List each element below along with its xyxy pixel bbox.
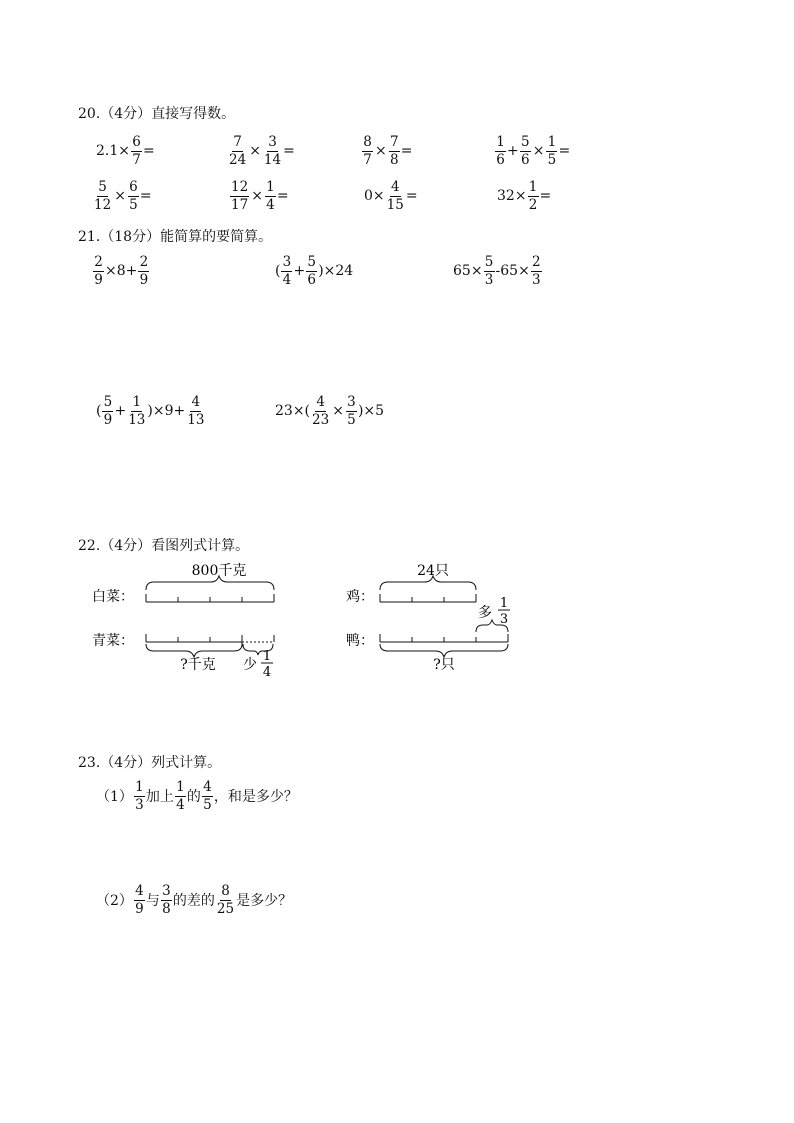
fraction: $\frac{5}{6}$ bbox=[307, 254, 316, 288]
fraction: $\frac{4}{15}$ bbox=[386, 179, 404, 213]
cabbage-label: 白菜： bbox=[92, 589, 134, 605]
fraction: $\frac{1}{6}$ bbox=[496, 134, 505, 168]
cabbage-total-label: 800千克 bbox=[191, 563, 247, 579]
fraction: $\frac{1}{5}$ bbox=[547, 134, 557, 168]
fraction: $\frac{2}{3}$ bbox=[532, 254, 541, 288]
fraction: $\frac{8}{7}$ bbox=[363, 134, 372, 168]
q21-title: 21.（18分）能简算的要简算。 bbox=[78, 229, 273, 245]
q20-item-8: 32× $\frac{1}{2}$ = bbox=[497, 179, 552, 213]
fraction: $\frac{3}{8}$ bbox=[162, 883, 171, 917]
q20-item-7: 0× $\frac{4}{15}$ = bbox=[364, 179, 418, 213]
fraction: $\frac{6}{5}$ bbox=[129, 179, 138, 213]
fraction: $\frac{1}{2}$ bbox=[528, 179, 538, 213]
q21-expr-5: 23×( $\frac{4}{23}$ × $\frac{3}{5}$ )×5 bbox=[275, 394, 385, 428]
q21-expr-4: ( $\frac{5}{9}$ + $\frac{1}{13}$ )×9+ $\frac{4}{13}$ bbox=[96, 394, 205, 428]
q20-item-3: $\frac{8}{7}$ × $\frac{7}{8}$ = bbox=[363, 134, 413, 168]
less-fraction-numerator: 1 bbox=[262, 649, 272, 664]
q21-expr-3: 65× $\frac{5}{3}$ -65× $\frac{2}{3}$ bbox=[453, 254, 541, 288]
q20-item-6: $\frac{12}{17}$ × $\frac{1}{4}$ = bbox=[231, 179, 289, 213]
fraction: $\frac{1}{4}$ bbox=[176, 779, 185, 813]
less-text: 少 bbox=[243, 657, 257, 673]
more-fraction-numerator: 1 bbox=[499, 596, 509, 611]
chicken-label: 鸡： bbox=[346, 589, 374, 605]
q21-expr-1: $\frac{2}{9}$ ×8+ $\frac{2}{9}$ bbox=[94, 254, 149, 288]
duck-unknown-label: ?只 bbox=[433, 657, 455, 673]
fraction: $\frac{3}{4}$ bbox=[282, 254, 292, 288]
fraction: $\frac{1}{4}$ bbox=[266, 179, 275, 213]
q23-part-2: （2） $\frac{4}{9}$ 与 $\frac{3}{8}$ 的差的 $\frac{8}{25}$ 是多少？ bbox=[96, 883, 293, 917]
fraction: $\frac{4}{5}$ bbox=[203, 779, 212, 813]
fraction: $\frac{8}{25}$ bbox=[216, 883, 235, 917]
fraction: $\frac{3}{14}$ bbox=[263, 134, 282, 168]
fraction: $\frac{1}{13}$ bbox=[128, 394, 146, 428]
q20-item-4: $\frac{1}{6}$ + $\frac{5}{6}$ × $\frac{1}{5}$ = bbox=[496, 134, 571, 168]
duck-unknown-brace bbox=[380, 644, 508, 657]
greens-label: 青菜： bbox=[92, 633, 134, 649]
q20-item-1: 2.1× $\frac{6}{7}$ = bbox=[96, 134, 155, 168]
fraction: $\frac{7}{8}$ bbox=[389, 134, 399, 168]
segment-diagram bbox=[80, 555, 540, 685]
q22-title: 22.（4分）看图列式计算。 bbox=[78, 538, 250, 554]
fraction: $\frac{4}{23}$ bbox=[312, 394, 330, 428]
fraction: $\frac{12}{17}$ bbox=[231, 179, 249, 213]
more-fraction-denominator: 3 bbox=[499, 612, 509, 627]
fraction: $\frac{2}{9}$ bbox=[139, 254, 149, 288]
less-fraction-denominator: 4 bbox=[262, 665, 272, 680]
fraction: $\frac{2}{9}$ bbox=[94, 254, 103, 288]
q23-title: 23.（4分）列式计算。 bbox=[78, 755, 222, 771]
fraction: $\frac{6}{7}$ bbox=[132, 134, 141, 168]
fraction: $\frac{5}{3}$ bbox=[484, 254, 494, 288]
fraction: $\frac{7}{24}$ bbox=[229, 134, 247, 168]
fraction: $\frac{5}{6}$ bbox=[520, 134, 530, 168]
fraction: $\frac{1}{3}$ bbox=[135, 779, 144, 813]
q20-item-5: $\frac{5}{12}$ × $\frac{6}{5}$ = bbox=[94, 179, 152, 213]
greens-unknown-brace bbox=[146, 644, 242, 657]
fraction: $\frac{3}{5}$ bbox=[347, 394, 356, 428]
q20-title: 20.（4分）直接写得数。 bbox=[78, 106, 236, 122]
greens-unknown-label: ?千克 bbox=[180, 657, 216, 673]
q23-part-1: （1） $\frac{1}{3}$ 加上 $\frac{1}{4}$ 的 $\frac{4}{5}$ ，和是多少？ bbox=[96, 779, 298, 813]
fraction: $\frac{4}{13}$ bbox=[187, 394, 205, 428]
fraction: $\frac{5}{9}$ bbox=[103, 394, 113, 428]
fraction: $\frac{5}{12}$ bbox=[94, 179, 112, 213]
q20-item-2: $\frac{7}{24}$ × $\frac{3}{14}$ = bbox=[229, 134, 295, 168]
chicken-total-label: 24只 bbox=[417, 563, 449, 579]
fraction: $\frac{4}{9}$ bbox=[135, 883, 144, 917]
duck-label: 鸭： bbox=[346, 633, 374, 649]
more-text: 多 bbox=[478, 605, 492, 621]
q21-expr-2: ( $\frac{3}{4}$ + $\frac{5}{6}$ )×24 bbox=[275, 254, 354, 288]
